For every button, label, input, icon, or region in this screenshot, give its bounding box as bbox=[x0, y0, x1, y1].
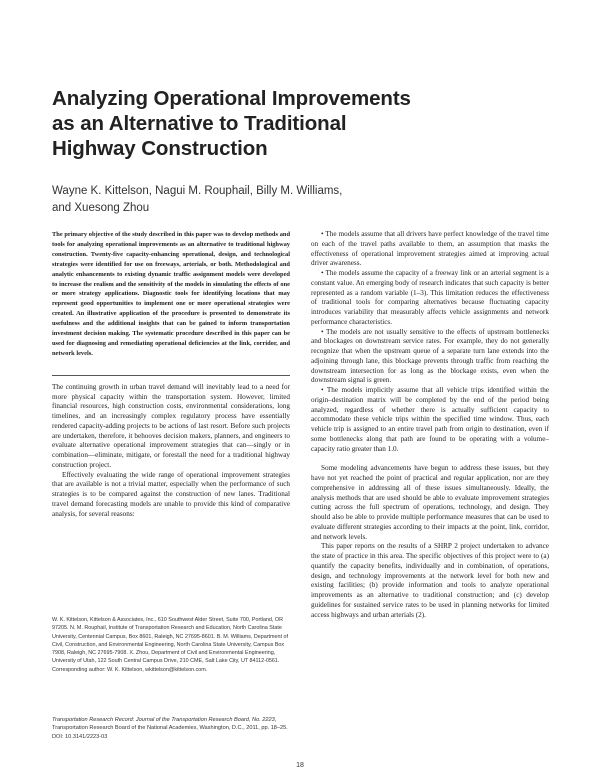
page-number: 18 bbox=[296, 762, 304, 769]
left-column bbox=[52, 230, 290, 519]
author-list bbox=[52, 183, 352, 217]
journal-citation bbox=[52, 716, 290, 741]
title-line: as an Alternative to Traditional bbox=[52, 112, 347, 135]
author-affiliations-footnote: W. K. Kittelson, Kittelson & Associates, Inc., 610 Southwest Alder Street, Suite 700, Portland, OR 97205. N. M. Rouphail, Institute of Transportation Research and Education, North Carolina State University, Centennial Campus, Box 8601, Raleigh, NC 27695-8601. B. M. Williams, Department of Civil, Construction, and Environmental Engineering, North Carolina State University, Campus Box 7908, Raleigh, NC 27695-7908. X. Zhou, Department of Civil and Environmental Engineering, University of Utah, 122 South Central Campus Drive, 210 CME, Salt Lake City, UT 84112-0561. Corresponding author: W. K. Kittelson, wkittelson@kittelson.com. bbox=[52, 617, 288, 673]
bullet-item: • The models are not usually sensitive to the effects of upstream bottlenecks and blockages on downstream service rates. For example, they do not generally recognize that when the upstream queue of a separate turn lane extends into the adjoining through lane, this blockage prevents through traffic from reaching the downstream intersection for as long as the blockage exists, even when the downstream signal is green. bbox=[311, 327, 549, 385]
abstract-divider bbox=[52, 375, 290, 376]
journal-name: Transportation Research Record: Journal of the Transportation Research Board, bbox=[52, 717, 251, 723]
bullet-item: • The models assume that all drivers have perfect knowledge of the travel time on each of the travel paths available to them, an assumption that masks the effectiveness of operational improvement strategies aimed at improving actual driver awareness. bbox=[311, 230, 549, 268]
body-paragraph: This paper reports on the results of a SHRP 2 project undertaken to advance the state of practice in this area. The specific objectives of this project were to (a) quantify the capacity benefits, individually and in combination, of operations, design, and technology improvements at the network level for both new and existing facilities; (b) provide information and tools to analyze operational improvements as an alternative to traditional construction; and (c) develop guidelines for sustained service rates to be used in planning networks for limited access highways and urban arterials (2). bbox=[311, 542, 549, 619]
journal-publisher: Transportation Research Board of the National Academies, Washington, D.C., 2011, pp. 18–25. bbox=[52, 725, 288, 732]
title-line: Highway Construction bbox=[52, 137, 268, 160]
title-line: Analyzing Operational Improvements bbox=[52, 87, 411, 110]
body-paragraph: Some modeling advancements have begun to address these issues, but they have not yet reached the point of practical and regular application, nor are they comprehensive in addressing all of these issues simultaneously. Ideally, the analysis methods that are used should be able to evaluate improvement strategies cutting across the full spectrum of operations, technology, and design. They should also be able to provide multiple performance measures that can be used to evaluate different strategies according to their impacts at the point, link, corridor, and network levels. bbox=[311, 464, 549, 541]
author-line: Wayne K. Kittelson, Nagui M. Rouphail, Billy M. Williams, bbox=[52, 185, 343, 197]
paper-title bbox=[52, 86, 552, 161]
journal-issue: No. 2223, bbox=[252, 717, 277, 723]
author-line: and Xuesong Zhou bbox=[52, 202, 150, 214]
abstract: The primary objective of the study described in this paper was to develop methods and tools for analyzing operational improvements as an alternative to traditional highway construction. Twenty-five capacity-enhancing operational, design, and technological strategies were identified for use on freeways, arterials, or both. Methodological and analytic enhancements to existing dynamic traffic assignment models were developed to increase the realism and the sensitivity of the models in simulating the effects of one or more strategy applications. Diagnostic tools for identifying locations that may represent good opportunities to implement one or more operational strategies were created. An illustrative application of the procedure is presented to demonstrate its usefulness and the additional insights that can be gained to inform transportation investment decision making. The systematic procedure described in this paper can be used for diagnosing and remediating operational deficiencies at the link, corridor, and network levels. bbox=[52, 231, 290, 357]
bullet-item: • The models assume the capacity of a freeway link or an arterial segment is a constant value. An emerging body of research indicates that such capacity is better represented as a random variable (1–3). This limitation reduces the effectiveness of traditional tools for comparing alternatives because fluctuating capacity introduces variability that measurably affects vehicle assignments and network performance characteristics. bbox=[311, 269, 549, 326]
body-paragraph: Effectively evaluating the wide range of operational improvement strategies that are available is not a trivial matter, especially when the performance of such strategies is to be compared against the construction of new lanes. Traditional travel demand forecasting models are unable to provide this kind of comparative analysis, for several reasons: bbox=[52, 470, 290, 518]
right-column bbox=[311, 230, 549, 620]
journal-doi: DOI: 10.3141/2223-03 bbox=[52, 733, 108, 740]
bullet-item: • The models implicitly assume that all vehicle trips identified within the origin–destination matrix will be completed by the end of the period being analyzed, regardless of whether there is actually sufficient capacity to accommodate these vehicle trips within the specified time window. Thus, each vehicle trip is assigned to an entire travel path from origin to destination, even if some bottlenecks along that path are found to be operating with a volume–capacity ratio greater than 1.0. bbox=[311, 386, 549, 453]
body-paragraph: The continuing growth in urban travel demand will inevitably lead to a need for more physical capacity within the transportation system. However, limited financial resources, high construction costs, environmental considerations, long timelines, and an increasingly complex regulatory process have essentially rendered capacity-adding projects to be actions of last resort. Before such projects are undertaken, therefore, it behooves decision makers, planners, and engineers to evaluate alternative operational improvement strategies that can—singly or in combination—eliminate, mitigate, or forestall the need for a traditional highway construction project. bbox=[52, 382, 290, 469]
